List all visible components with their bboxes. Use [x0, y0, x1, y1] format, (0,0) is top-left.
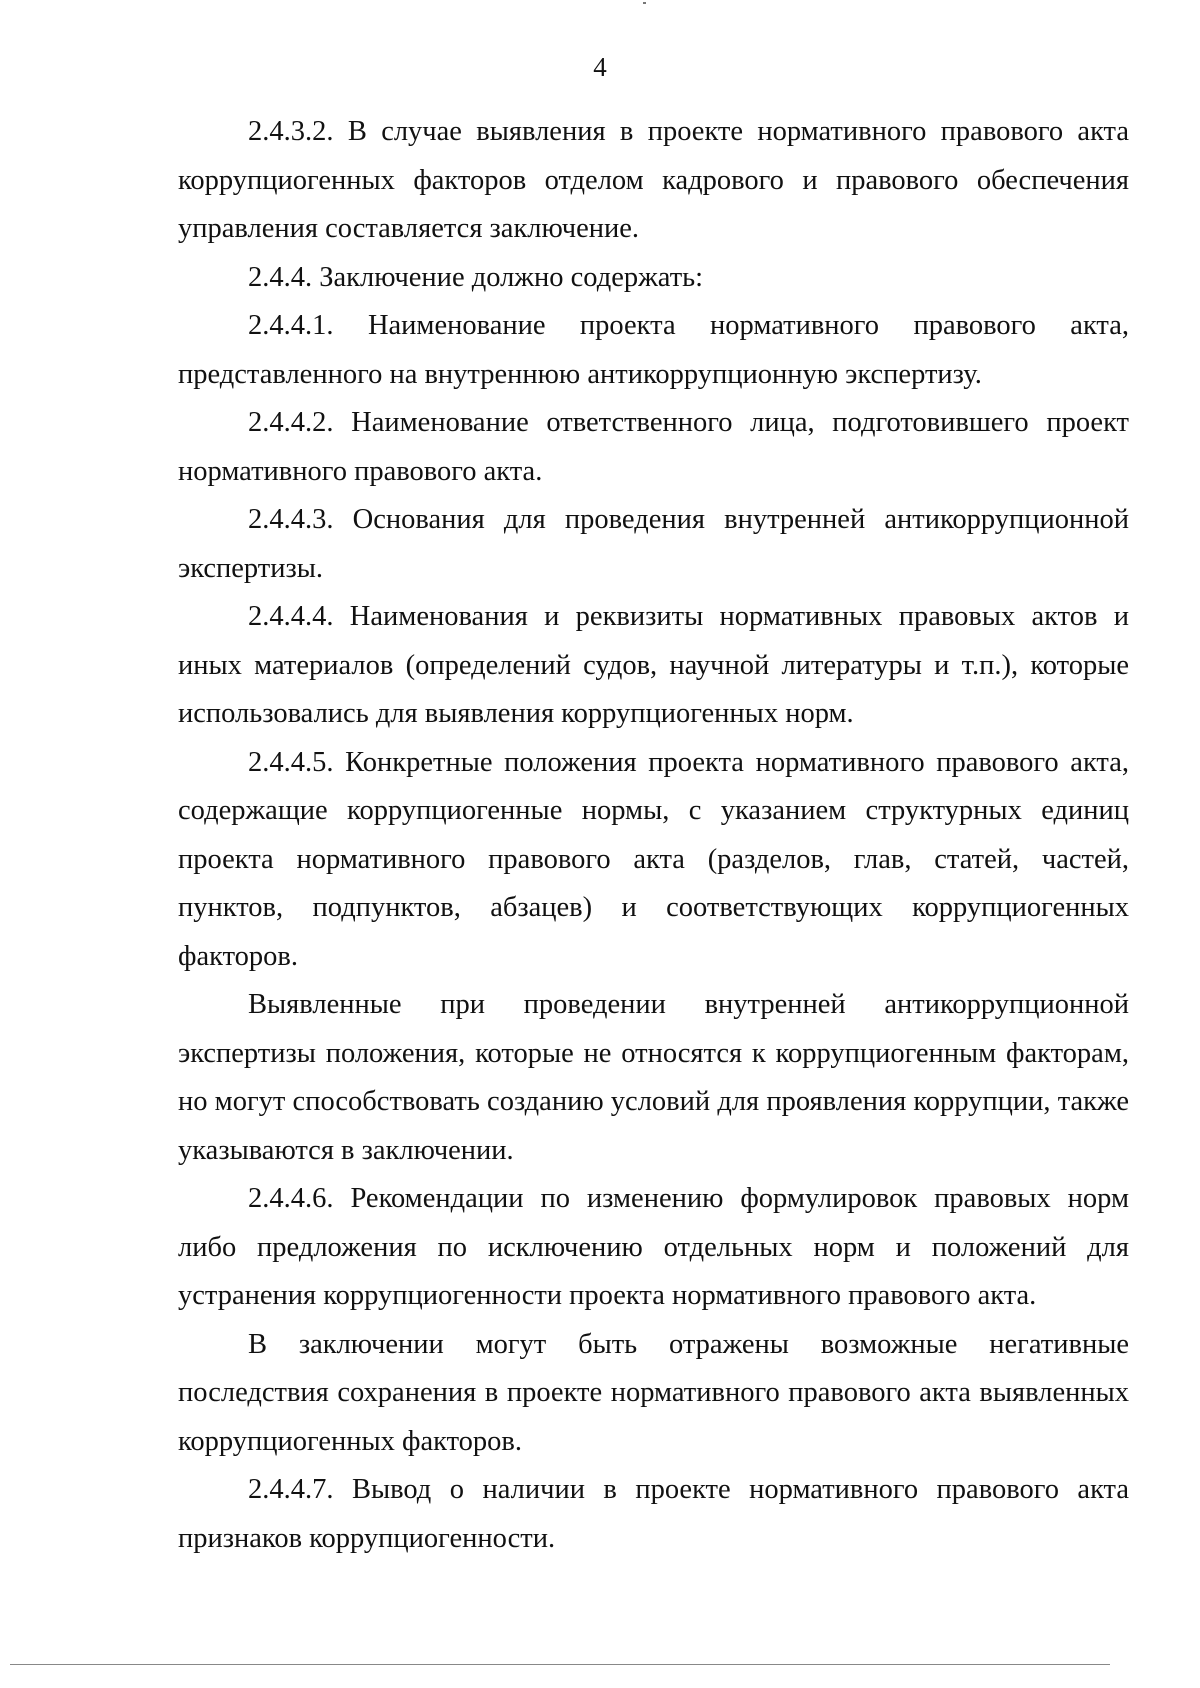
bottom-rule — [10, 1664, 1110, 1665]
paragraph-2-4-4-1: 2.4.4.1. Наименование проекта нормативного правового акта, представленного на внутреннюю антикоррупционную экспертизу. — [178, 310, 1129, 390]
paragraph-negative-consequences: В заключении могут быть отражены возможные негативные последствия сохранения в проекте нормативного правового акта выявленных коррупциогенных факторов. — [178, 1328, 1129, 1457]
paragraph-2-4-3-2: 2.4.3.2. В случае выявления в проекте нормативного правового акта коррупциогенных факторов отделом кадрового и правового обеспечения управления составляется заключение. — [178, 116, 1129, 244]
paragraph-2-4-4-6: 2.4.4.6. Рекомендации по изменению формулировок правовых норм либо предложения по исключению отдельных норм и положений для устранения коррупциогенности проекта нормативного правового акта. — [178, 1183, 1129, 1311]
paragraph-2-4-4-3: 2.4.4.3. Основания для проведения внутренней антикоррупционной экспертизы. — [178, 504, 1129, 584]
page-number: 4 — [593, 52, 607, 82]
scan-mark — [643, 2, 646, 4]
paragraph-2-4-4-5: 2.4.4.5. Конкретные положения проекта нормативного правового акта, содержащие коррупциогенные нормы, с указанием структурных единиц проекта нормативного правового акта (разделов, глав, статей, частей, пунктов, подпунктов, абзацев) и соответствующих коррупциогенных факторов. — [178, 746, 1129, 972]
paragraph-2-4-4-2: 2.4.4.2. Наименование ответственного лица, подготовившего проект нормативного правового акта. — [178, 407, 1129, 487]
paragraph-additional-findings: Выявленные при проведении внутренней антикоррупционной экспертизы положения, которые не относятся к коррупциогенным факторам, но могут способствовать созданию условий для проявления коррупции, также указываются в заключении. — [178, 989, 1129, 1166]
paragraph-2-4-4-7: 2.4.4.7. Вывод о наличии в проекте нормативного правового акта признаков коррупциогенности. — [178, 1474, 1129, 1554]
paragraph-2-4-4-4: 2.4.4.4. Наименования и реквизиты нормативных правовых актов и иных материалов (определений судов, научной литературы и т.п.), которые использовались для выявления коррупциогенных норм. — [178, 601, 1129, 729]
document-body — [178, 108, 1129, 1563]
paragraph-2-4-4: 2.4.4. Заключение должно содержать: — [248, 261, 704, 293]
